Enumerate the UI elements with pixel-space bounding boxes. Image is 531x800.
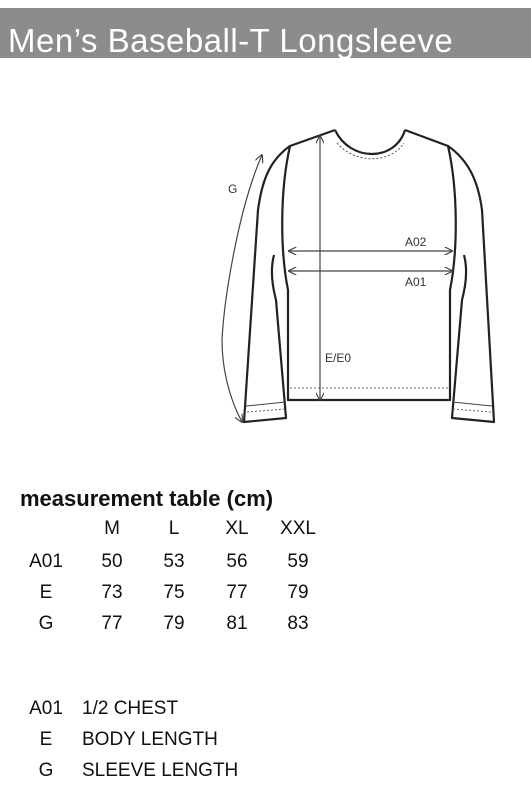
table-cell: 77	[101, 613, 123, 634]
left-cuff-line	[246, 402, 286, 406]
row-code-e: E	[39, 582, 53, 603]
table-cell: 73	[101, 582, 123, 603]
left-cuff-stitching	[247, 409, 285, 412]
table-cell: 79	[163, 613, 185, 634]
legend-text-chest: 1/2 CHEST	[82, 698, 179, 719]
page-title: Men’s Baseball-T Longsleeve	[8, 22, 454, 59]
legend-text-sleeve-length: SLEEVE LENGTH	[82, 760, 239, 781]
chest-upper-label: A02	[405, 235, 427, 249]
size-header-m: M	[104, 518, 120, 539]
row-code-a01: A01	[29, 551, 63, 572]
legend-code-e: E	[39, 729, 53, 750]
shirt-body-outline	[282, 130, 456, 400]
table-cell: 83	[287, 613, 309, 634]
legend-code-g: G	[38, 760, 54, 781]
table-cell: 81	[226, 613, 248, 634]
measurement-table-heading: measurement table (cm)	[20, 486, 274, 511]
collar-outline	[335, 130, 405, 154]
legend-text-body-length: BODY LENGTH	[82, 729, 218, 750]
table-cell: 75	[163, 582, 185, 603]
table-cell: 59	[287, 551, 309, 572]
title-bar	[0, 8, 531, 58]
right-cuff-stitching	[453, 409, 491, 412]
row-code-g: G	[38, 613, 54, 634]
table-cell: 56	[226, 551, 248, 572]
garment-diagram	[0, 100, 531, 440]
table-cell: 77	[226, 582, 248, 603]
table-cell: 50	[101, 551, 123, 572]
size-header-xxl: XXL	[280, 518, 316, 539]
size-header-xl: XL	[225, 518, 249, 539]
right-cuff-line	[452, 402, 492, 406]
body-length-label: E/E0	[325, 351, 352, 365]
legend-code-a01: A01	[29, 698, 63, 719]
table-cell: 53	[163, 551, 185, 572]
size-header-l: L	[168, 518, 180, 539]
sleeve-length-label: G	[228, 182, 238, 196]
table-cell: 79	[287, 582, 309, 603]
chest-lower-label: A01	[405, 275, 427, 289]
